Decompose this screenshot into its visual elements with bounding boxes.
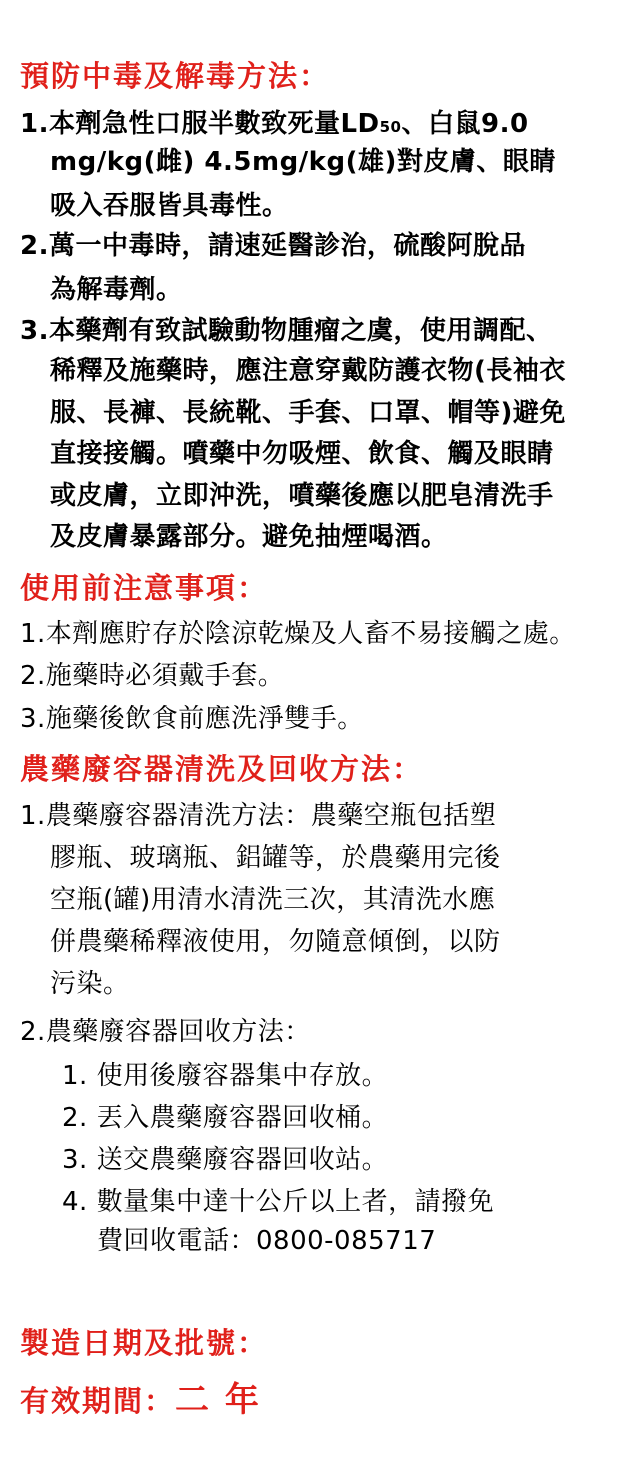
subscript-text: 50	[379, 118, 402, 136]
text-line: 2.農藥廢容器回收方法：	[20, 1017, 311, 1047]
text-line: 及皮膚暴露部分。避免抽煙喝酒。	[50, 522, 448, 552]
text-line: 直接接觸。噴藥中勿吸煙、飲食、觸及眼睛	[50, 439, 554, 469]
validity-value: 二 年	[175, 1380, 261, 1420]
text-line: 稀釋及施藥時，應注意穿戴防護衣物(長袖衣	[50, 356, 566, 386]
text-line: 1.農藥廢容器清洗方法：農藥空瓶包括塑	[20, 801, 497, 831]
section-heading-before-use: 使用前注意事項：	[20, 571, 269, 605]
text-line: 污染。	[50, 969, 130, 999]
text-segment: 、白鼠9.0	[401, 109, 529, 139]
text-line: 1. 使用後廢容器集中存放。	[62, 1061, 389, 1091]
section-heading-prevention: 預防中毒及解毒方法：	[20, 59, 331, 93]
text-line: 膠瓶、玻璃瓶、鋁罐等，於農藥用完後	[50, 843, 501, 873]
validity-period	[20, 1380, 261, 1420]
text-line: 3. 送交農藥廢容器回收站。	[62, 1145, 389, 1175]
text-line: 為解毒劑。	[50, 275, 183, 305]
text-line: 2.萬一中毒時，請速延醫診治，硫酸阿脫品	[20, 231, 526, 261]
manufacture-date-label: 製造日期及批號：	[20, 1326, 269, 1360]
section-heading-container: 農藥廢容器清洗及回收方法：	[20, 752, 424, 786]
validity-label: 有效期間：	[20, 1384, 176, 1418]
text-segment: 1.本劑急性口服半數致死量LD	[20, 109, 380, 139]
text-line: 或皮膚，立即沖洗，噴藥後應以肥皂清洗手	[50, 481, 554, 511]
text-line: 吸入吞服皆具毒性。	[50, 191, 289, 221]
text-line: 1.本劑應貯存於陰涼乾燥及人畜不易接觸之處。	[20, 619, 576, 649]
text-line: 服、長褲、長統靴、手套、口罩、帽等)避免	[50, 398, 566, 428]
text-line: 空瓶(罐)用清水清洗三次，其清洗水應	[50, 885, 496, 915]
text-line: 2.施藥時必須戴手套。	[20, 661, 285, 691]
text-line: 費回收電話：0800-085717	[97, 1226, 437, 1256]
text-line: 2. 丟入農藥廢容器回收桶。	[62, 1103, 389, 1133]
text-line	[20, 111, 529, 137]
text-line: 3.施藥後飲食前應洗淨雙手。	[20, 704, 364, 734]
text-line: mg/kg(雌) 4.5mg/kg(雄)對皮膚、眼睛	[50, 147, 556, 177]
text-line: 4. 數量集中達十公斤以上者，請撥免	[62, 1187, 495, 1217]
text-line: 併農藥稀釋液使用，勿隨意傾倒，以防	[50, 927, 501, 957]
text-line: 3.本藥劑有致試驗動物腫瘤之虞，使用調配、	[20, 316, 553, 346]
